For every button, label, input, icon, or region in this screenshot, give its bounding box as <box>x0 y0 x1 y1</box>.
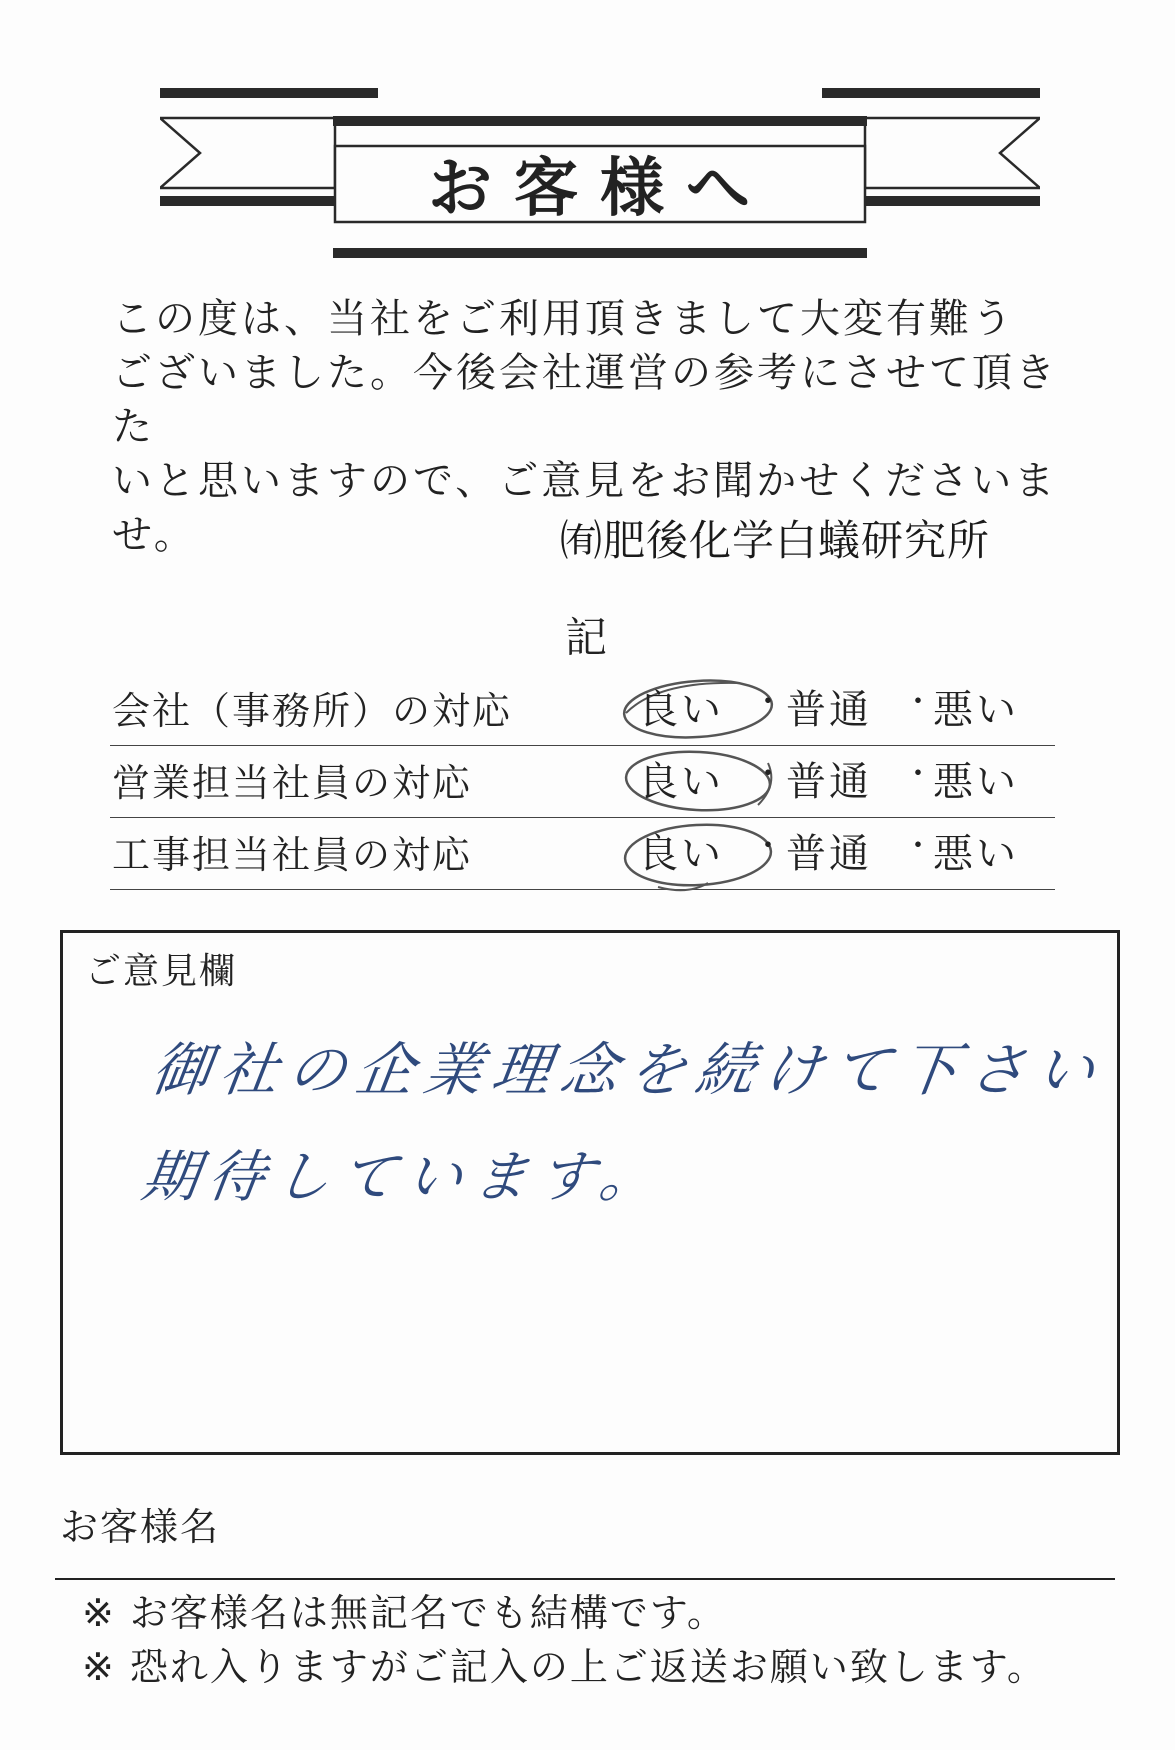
option-good[interactable]: 良い <box>638 759 724 805</box>
option-good[interactable]: 良い <box>638 687 724 733</box>
handwritten-comment-line: 期待しています。 <box>137 1145 671 1210</box>
option-bad[interactable]: 悪い <box>933 831 1019 877</box>
handwritten-comment-line: 御社の企業理念を続けて下さい <box>147 1036 1110 1104</box>
option-separator: ・ <box>903 829 933 864</box>
option-separator: ・ <box>753 757 783 792</box>
option-separator: ・ <box>753 685 783 720</box>
rating-row-office <box>110 673 1055 746</box>
comment-box[interactable] <box>60 930 1120 1455</box>
rating-row-construction <box>110 817 1055 890</box>
option-normal[interactable]: 普通 <box>786 831 872 877</box>
rating-options <box>618 825 1048 881</box>
section-mark: 記 <box>565 613 608 662</box>
intro-line: この度は、当社をご利用頂きまして大変有難う <box>112 296 1015 342</box>
option-separator: ・ <box>903 685 933 720</box>
footer-note: ※ 恐れ入りますがご記入の上ご返送お願い致します。 <box>82 1645 1047 1689</box>
rating-label: 工事担当社員の対応 <box>112 833 473 877</box>
customer-name-field[interactable] <box>55 1578 1115 1580</box>
option-good[interactable]: 良い <box>638 831 724 877</box>
option-normal[interactable]: 普通 <box>786 687 872 733</box>
banner-title: お客様へ <box>428 152 772 226</box>
customer-name-label: お客様名 <box>60 1505 221 1549</box>
rating-row-sales <box>110 745 1055 818</box>
option-bad[interactable]: 悪い <box>933 687 1019 733</box>
footer-notes <box>82 1586 1142 1694</box>
rating-label: 会社（事務所）の対応 <box>112 689 513 733</box>
intro-line: ございました。今後会社運営の参考にさせて頂きた <box>112 350 1058 450</box>
option-bad[interactable]: 悪い <box>933 759 1019 805</box>
rating-label: 営業担当社員の対応 <box>112 761 473 805</box>
rating-options <box>618 753 1048 809</box>
title-banner <box>160 88 1040 263</box>
rating-options <box>618 681 1048 737</box>
option-normal[interactable]: 普通 <box>786 759 872 805</box>
comment-heading: ご意見欄 <box>85 951 238 992</box>
footer-note: ※ お客様名は無記名でも結構です。 <box>82 1591 727 1635</box>
company-name: ㈲肥後化学白蟻研究所 <box>560 516 991 565</box>
option-separator: ・ <box>753 829 783 864</box>
option-separator: ・ <box>903 757 933 792</box>
intro-line: いと思いますので、ご意見をお聞かせくださいませ。 <box>112 458 1058 558</box>
